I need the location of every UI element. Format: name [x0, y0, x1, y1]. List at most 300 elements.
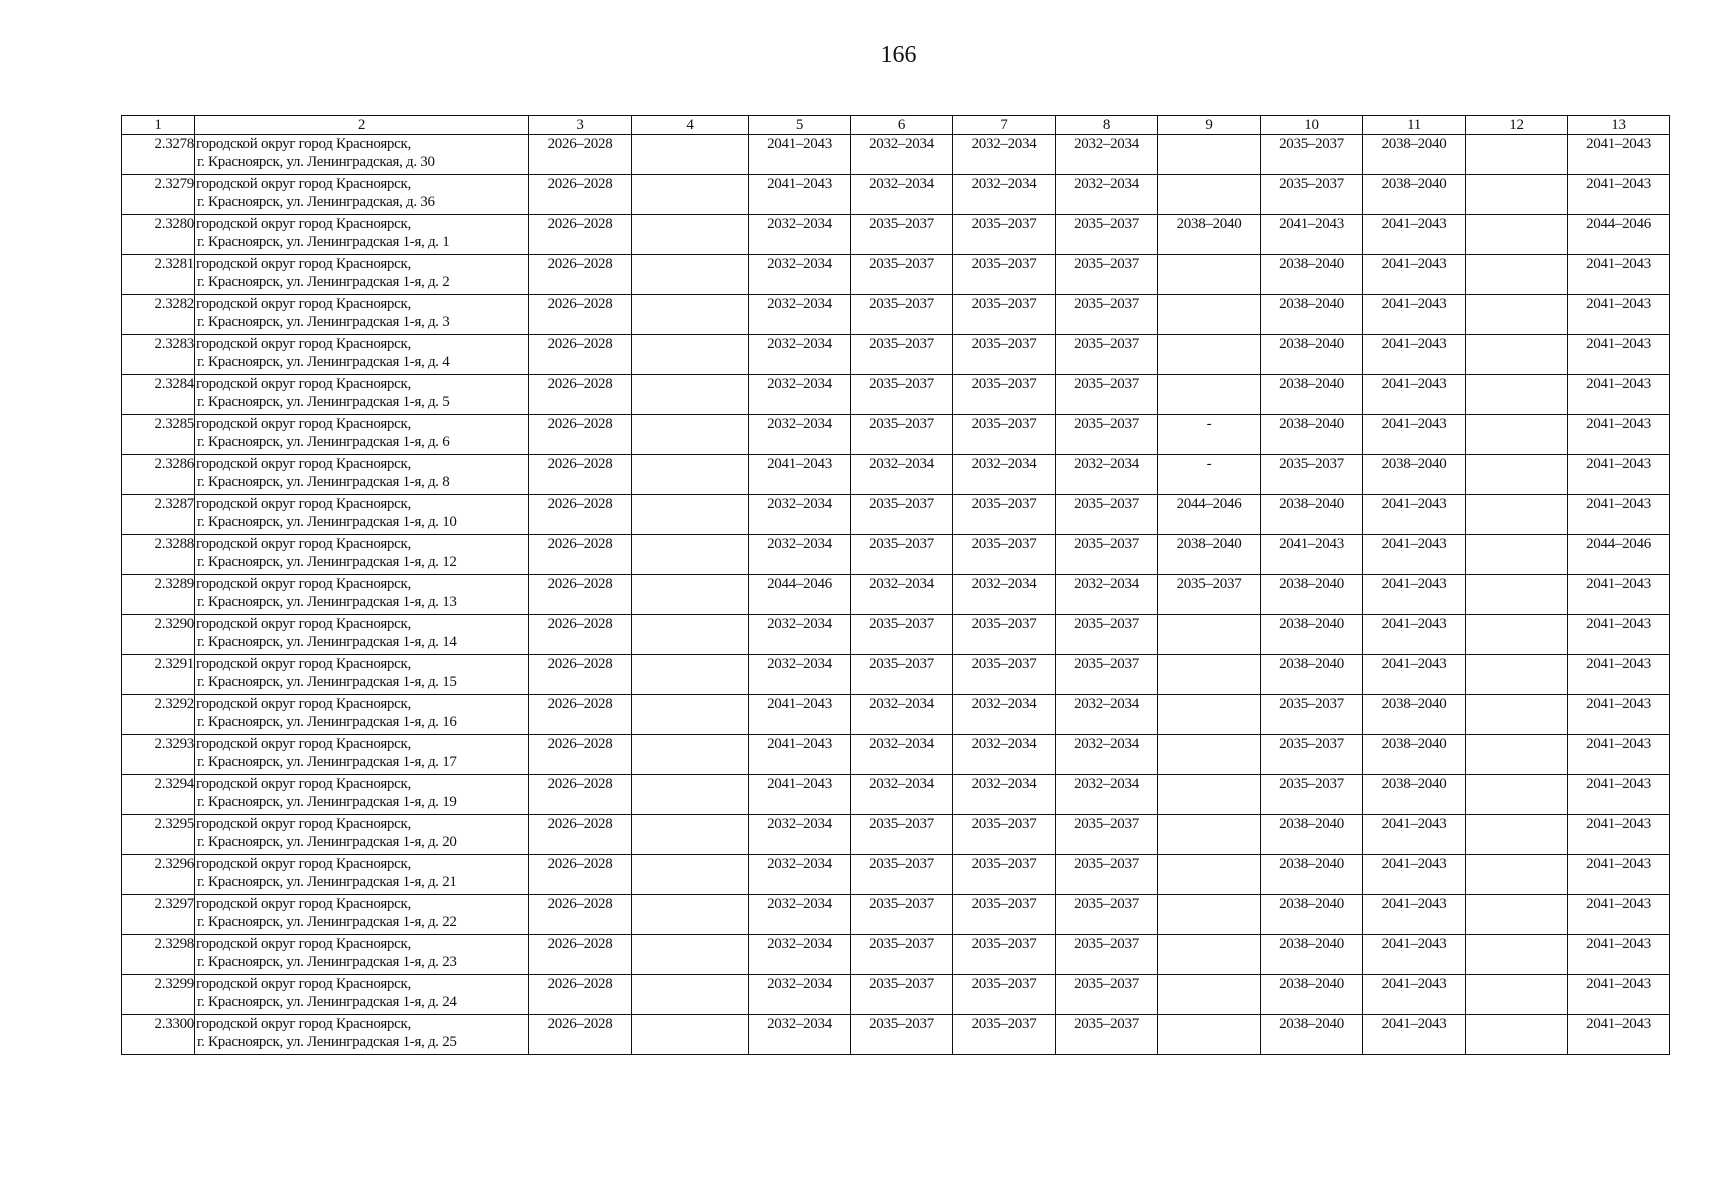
period-cell-9: 2044–2046	[1158, 495, 1261, 535]
period-cell-9	[1158, 615, 1261, 655]
period-cell-11: 2038–2040	[1363, 455, 1466, 495]
period-cell-13: 2041–2043	[1568, 735, 1670, 775]
row-number: 2.3283	[122, 335, 195, 375]
address-cell	[195, 695, 529, 735]
period-cell-3: 2026–2028	[529, 735, 632, 775]
period-cell-11: 2041–2043	[1363, 415, 1466, 455]
address-line-2: г. Красноярск, ул. Ленинградская, д. 36	[197, 194, 435, 210]
period-cell-12	[1466, 615, 1568, 655]
table-row	[122, 375, 1670, 415]
table-row	[122, 215, 1670, 255]
row-number: 2.3299	[122, 975, 195, 1015]
period-cell-13: 2041–2043	[1568, 695, 1670, 735]
table-row	[122, 935, 1670, 975]
address-line-2: г. Красноярск, ул. Ленинградская 1-я, д. 24	[197, 994, 457, 1010]
period-cell-5: 2032–2034	[749, 535, 851, 575]
period-cell-11: 2041–2043	[1363, 935, 1466, 975]
period-cell-7: 2035–2037	[953, 655, 1056, 695]
period-cell-8: 2032–2034	[1056, 575, 1158, 615]
table-row	[122, 815, 1670, 855]
period-cell-11: 2041–2043	[1363, 815, 1466, 855]
period-cell-3: 2026–2028	[529, 615, 632, 655]
period-cell-13: 2041–2043	[1568, 975, 1670, 1015]
period-cell-4	[632, 935, 749, 975]
period-cell-5: 2032–2034	[749, 255, 851, 295]
period-cell-11: 2041–2043	[1363, 1015, 1466, 1055]
address-cell	[195, 255, 529, 295]
period-cell-8: 2035–2037	[1056, 855, 1158, 895]
address-line-2: г. Красноярск, ул. Ленинградская 1-я, д. 15	[197, 674, 457, 690]
table-row	[122, 455, 1670, 495]
period-cell-5: 2032–2034	[749, 615, 851, 655]
period-cell-5: 2032–2034	[749, 375, 851, 415]
period-cell-11: 2041–2043	[1363, 615, 1466, 655]
period-cell-9	[1158, 935, 1261, 975]
period-cell-12	[1466, 135, 1568, 175]
period-cell-11: 2041–2043	[1363, 295, 1466, 335]
period-cell-5: 2041–2043	[749, 455, 851, 495]
period-cell-12	[1466, 895, 1568, 935]
period-cell-6: 2035–2037	[851, 895, 953, 935]
row-number: 2.3290	[122, 615, 195, 655]
row-number: 2.3286	[122, 455, 195, 495]
address-line-1: городской округ город Красноярск,	[196, 656, 411, 672]
period-cell-4	[632, 615, 749, 655]
address-line-2: г. Красноярск, ул. Ленинградская, д. 30	[197, 154, 435, 170]
period-cell-8: 2035–2037	[1056, 935, 1158, 975]
period-cell-12	[1466, 735, 1568, 775]
period-cell-4	[632, 255, 749, 295]
address-cell	[195, 535, 529, 575]
period-cell-3: 2026–2028	[529, 295, 632, 335]
row-number: 2.3296	[122, 855, 195, 895]
address-cell	[195, 455, 529, 495]
period-cell-6: 2035–2037	[851, 855, 953, 895]
period-cell-4	[632, 655, 749, 695]
period-cell-12	[1466, 975, 1568, 1015]
period-cell-7: 2032–2034	[953, 175, 1056, 215]
period-cell-8: 2035–2037	[1056, 255, 1158, 295]
period-cell-4	[632, 775, 749, 815]
address-line-1: городской округ город Красноярск,	[196, 616, 411, 632]
address-cell	[195, 895, 529, 935]
period-cell-13: 2041–2043	[1568, 495, 1670, 535]
period-cell-6: 2032–2034	[851, 175, 953, 215]
row-number: 2.3297	[122, 895, 195, 935]
period-cell-9: -	[1158, 455, 1261, 495]
period-cell-10: 2038–2040	[1261, 335, 1363, 375]
period-cell-9	[1158, 815, 1261, 855]
address-cell	[195, 415, 529, 455]
period-cell-3: 2026–2028	[529, 775, 632, 815]
period-cell-8: 2035–2037	[1056, 655, 1158, 695]
period-cell-10: 2035–2037	[1261, 735, 1363, 775]
period-cell-4	[632, 895, 749, 935]
period-cell-7: 2035–2037	[953, 815, 1056, 855]
period-cell-10: 2035–2037	[1261, 135, 1363, 175]
period-cell-13: 2041–2043	[1568, 895, 1670, 935]
period-cell-11: 2038–2040	[1363, 175, 1466, 215]
address-line-2: г. Красноярск, ул. Ленинградская 1-я, д. 19	[197, 794, 457, 810]
period-cell-7: 2035–2037	[953, 535, 1056, 575]
period-cell-9	[1158, 255, 1261, 295]
period-cell-5: 2032–2034	[749, 895, 851, 935]
address-line-2: г. Красноярск, ул. Ленинградская 1-я, д. 1	[197, 234, 450, 250]
row-number: 2.3280	[122, 215, 195, 255]
period-cell-5: 2032–2034	[749, 815, 851, 855]
period-cell-9: 2035–2037	[1158, 575, 1261, 615]
period-cell-9: 2038–2040	[1158, 535, 1261, 575]
period-cell-11: 2041–2043	[1363, 495, 1466, 535]
period-cell-5: 2032–2034	[749, 495, 851, 535]
address-line-1: городской округ город Красноярск,	[196, 416, 411, 432]
period-cell-11: 2041–2043	[1363, 655, 1466, 695]
period-cell-5: 2032–2034	[749, 655, 851, 695]
table-row	[122, 655, 1670, 695]
period-cell-3: 2026–2028	[529, 215, 632, 255]
period-cell-10: 2041–2043	[1261, 535, 1363, 575]
address-cell	[195, 295, 529, 335]
period-cell-6: 2035–2037	[851, 975, 953, 1015]
period-cell-5: 2041–2043	[749, 695, 851, 735]
row-number: 2.3292	[122, 695, 195, 735]
period-cell-13: 2041–2043	[1568, 455, 1670, 495]
period-cell-5: 2032–2034	[749, 855, 851, 895]
period-cell-4	[632, 175, 749, 215]
table-row	[122, 775, 1670, 815]
period-cell-8: 2035–2037	[1056, 215, 1158, 255]
address-line-1: городской округ город Красноярск,	[196, 376, 411, 392]
address-line-1: городской округ город Красноярск,	[196, 776, 411, 792]
period-cell-8: 2035–2037	[1056, 495, 1158, 535]
period-cell-3: 2026–2028	[529, 375, 632, 415]
period-cell-10: 2035–2037	[1261, 175, 1363, 215]
row-number: 2.3289	[122, 575, 195, 615]
period-cell-6: 2035–2037	[851, 215, 953, 255]
period-cell-4	[632, 1015, 749, 1055]
row-number: 2.3293	[122, 735, 195, 775]
address-line-1: городской округ город Красноярск,	[196, 456, 411, 472]
address-line-2: г. Красноярск, ул. Ленинградская 1-я, д. 20	[197, 834, 457, 850]
period-cell-11: 2041–2043	[1363, 335, 1466, 375]
address-cell	[195, 1015, 529, 1055]
period-cell-8: 2035–2037	[1056, 1015, 1158, 1055]
period-cell-6: 2035–2037	[851, 415, 953, 455]
period-cell-4	[632, 575, 749, 615]
period-cell-4	[632, 975, 749, 1015]
period-cell-7: 2032–2034	[953, 695, 1056, 735]
address-line-2: г. Красноярск, ул. Ленинградская 1-я, д. 10	[197, 514, 457, 530]
table-row	[122, 735, 1670, 775]
address-line-1: городской округ город Красноярск,	[196, 296, 411, 312]
address-line-1: городской округ город Красноярск,	[196, 896, 411, 912]
table-row	[122, 975, 1670, 1015]
period-cell-7: 2035–2037	[953, 295, 1056, 335]
period-cell-9	[1158, 975, 1261, 1015]
period-cell-9	[1158, 855, 1261, 895]
period-cell-5: 2032–2034	[749, 295, 851, 335]
period-cell-12	[1466, 855, 1568, 895]
table-row	[122, 575, 1670, 615]
period-cell-11: 2041–2043	[1363, 895, 1466, 935]
address-line-2: г. Красноярск, ул. Ленинградская 1-я, д. 14	[197, 634, 457, 650]
period-cell-13: 2041–2043	[1568, 575, 1670, 615]
period-cell-12	[1466, 415, 1568, 455]
period-cell-10: 2038–2040	[1261, 975, 1363, 1015]
period-cell-12	[1466, 535, 1568, 575]
period-cell-12	[1466, 175, 1568, 215]
period-cell-13: 2041–2043	[1568, 935, 1670, 975]
address-line-2: г. Красноярск, ул. Ленинградская 1-я, д. 5	[197, 394, 450, 410]
period-cell-5: 2032–2034	[749, 935, 851, 975]
period-cell-10: 2038–2040	[1261, 375, 1363, 415]
period-cell-9	[1158, 695, 1261, 735]
period-cell-12	[1466, 1015, 1568, 1055]
period-cell-3: 2026–2028	[529, 855, 632, 895]
column-header-5: 5	[749, 116, 851, 135]
period-cell-5: 2041–2043	[749, 135, 851, 175]
period-cell-9: 2038–2040	[1158, 215, 1261, 255]
address-line-1: городской округ город Красноярск,	[196, 696, 411, 712]
period-cell-13: 2041–2043	[1568, 655, 1670, 695]
period-cell-12	[1466, 215, 1568, 255]
address-cell	[195, 975, 529, 1015]
period-cell-10: 2035–2037	[1261, 455, 1363, 495]
period-cell-3: 2026–2028	[529, 415, 632, 455]
address-line-1: городской округ город Красноярск,	[196, 216, 411, 232]
period-cell-8: 2032–2034	[1056, 135, 1158, 175]
period-cell-3: 2026–2028	[529, 895, 632, 935]
period-cell-6: 2035–2037	[851, 495, 953, 535]
period-cell-12	[1466, 575, 1568, 615]
address-line-1: городской округ город Красноярск,	[196, 536, 411, 552]
address-line-1: городской округ город Красноярск,	[196, 496, 411, 512]
period-cell-11: 2041–2043	[1363, 535, 1466, 575]
period-cell-3: 2026–2028	[529, 175, 632, 215]
period-cell-6: 2032–2034	[851, 575, 953, 615]
period-cell-10: 2038–2040	[1261, 615, 1363, 655]
period-cell-10: 2038–2040	[1261, 415, 1363, 455]
period-cell-3: 2026–2028	[529, 1015, 632, 1055]
address-cell	[195, 575, 529, 615]
period-cell-4	[632, 335, 749, 375]
address-line-2: г. Красноярск, ул. Ленинградская 1-я, д. 25	[197, 1034, 457, 1050]
period-cell-4	[632, 535, 749, 575]
period-cell-8: 2032–2034	[1056, 455, 1158, 495]
period-cell-8: 2032–2034	[1056, 695, 1158, 735]
period-cell-13: 2041–2043	[1568, 415, 1670, 455]
period-cell-6: 2035–2037	[851, 295, 953, 335]
period-cell-10: 2038–2040	[1261, 895, 1363, 935]
period-cell-5: 2041–2043	[749, 175, 851, 215]
period-cell-12	[1466, 335, 1568, 375]
table-row	[122, 1015, 1670, 1055]
row-number: 2.3295	[122, 815, 195, 855]
column-header-9: 9	[1158, 116, 1261, 135]
address-line-1: городской округ город Красноярск,	[196, 176, 411, 192]
period-cell-8: 2032–2034	[1056, 735, 1158, 775]
address-line-2: г. Красноярск, ул. Ленинградская 1-я, д. 6	[197, 434, 450, 450]
period-cell-6: 2032–2034	[851, 135, 953, 175]
period-cell-8: 2035–2037	[1056, 295, 1158, 335]
period-cell-8: 2035–2037	[1056, 335, 1158, 375]
period-cell-5: 2032–2034	[749, 335, 851, 375]
period-cell-7: 2035–2037	[953, 375, 1056, 415]
period-cell-7: 2035–2037	[953, 975, 1056, 1015]
address-cell	[195, 135, 529, 175]
period-cell-9	[1158, 1015, 1261, 1055]
period-cell-7: 2035–2037	[953, 935, 1056, 975]
period-cell-8: 2035–2037	[1056, 415, 1158, 455]
address-line-2: г. Красноярск, ул. Ленинградская 1-я, д. 17	[197, 754, 457, 770]
table-row	[122, 415, 1670, 455]
period-cell-4	[632, 415, 749, 455]
column-header-3: 3	[529, 116, 632, 135]
address-line-2: г. Красноярск, ул. Ленинградская 1-я, д. 16	[197, 714, 457, 730]
period-cell-6: 2035–2037	[851, 535, 953, 575]
period-cell-12	[1466, 935, 1568, 975]
period-cell-5: 2032–2034	[749, 975, 851, 1015]
row-number: 2.3298	[122, 935, 195, 975]
period-cell-7: 2032–2034	[953, 455, 1056, 495]
period-cell-3: 2026–2028	[529, 455, 632, 495]
period-cell-5: 2041–2043	[749, 735, 851, 775]
period-cell-13: 2044–2046	[1568, 535, 1670, 575]
period-cell-11: 2038–2040	[1363, 775, 1466, 815]
period-cell-4	[632, 135, 749, 175]
period-cell-5: 2032–2034	[749, 215, 851, 255]
period-cell-8: 2032–2034	[1056, 175, 1158, 215]
period-cell-6: 2035–2037	[851, 935, 953, 975]
period-cell-7: 2032–2034	[953, 135, 1056, 175]
period-cell-7: 2032–2034	[953, 775, 1056, 815]
period-cell-6: 2032–2034	[851, 695, 953, 735]
period-cell-12	[1466, 655, 1568, 695]
table-row	[122, 335, 1670, 375]
period-cell-7: 2035–2037	[953, 215, 1056, 255]
period-cell-10: 2038–2040	[1261, 495, 1363, 535]
address-cell	[195, 335, 529, 375]
table-row	[122, 175, 1670, 215]
period-cell-11: 2041–2043	[1363, 575, 1466, 615]
period-cell-13: 2041–2043	[1568, 335, 1670, 375]
table-row	[122, 295, 1670, 335]
period-cell-3: 2026–2028	[529, 335, 632, 375]
period-cell-7: 2035–2037	[953, 495, 1056, 535]
row-number: 2.3278	[122, 135, 195, 175]
period-cell-10: 2035–2037	[1261, 775, 1363, 815]
address-line-2: г. Красноярск, ул. Ленинградская 1-я, д. 8	[197, 474, 450, 490]
row-number: 2.3284	[122, 375, 195, 415]
period-cell-6: 2032–2034	[851, 775, 953, 815]
period-cell-3: 2026–2028	[529, 535, 632, 575]
period-cell-8: 2035–2037	[1056, 895, 1158, 935]
period-cell-12	[1466, 295, 1568, 335]
period-cell-6: 2035–2037	[851, 1015, 953, 1055]
period-cell-13: 2041–2043	[1568, 295, 1670, 335]
table-row	[122, 495, 1670, 535]
address-cell	[195, 775, 529, 815]
period-cell-3: 2026–2028	[529, 255, 632, 295]
address-line-2: г. Красноярск, ул. Ленинградская 1-я, д. 2	[197, 274, 450, 290]
period-cell-6: 2035–2037	[851, 335, 953, 375]
period-cell-9	[1158, 135, 1261, 175]
period-cell-5: 2044–2046	[749, 575, 851, 615]
period-cell-12	[1466, 375, 1568, 415]
period-cell-4	[632, 375, 749, 415]
column-header-13: 13	[1568, 116, 1670, 135]
address-cell	[195, 175, 529, 215]
period-cell-10: 2038–2040	[1261, 815, 1363, 855]
row-number: 2.3288	[122, 535, 195, 575]
address-line-1: городской округ город Красноярск,	[196, 936, 411, 952]
period-cell-4	[632, 295, 749, 335]
column-header-10: 10	[1261, 116, 1363, 135]
period-cell-3: 2026–2028	[529, 655, 632, 695]
period-cell-4	[632, 855, 749, 895]
table-row	[122, 695, 1670, 735]
address-line-2: г. Красноярск, ул. Ленинградская 1-я, д. 13	[197, 594, 457, 610]
row-number: 2.3287	[122, 495, 195, 535]
period-cell-9	[1158, 375, 1261, 415]
period-cell-9	[1158, 735, 1261, 775]
period-cell-10: 2038–2040	[1261, 855, 1363, 895]
period-cell-13: 2044–2046	[1568, 215, 1670, 255]
address-cell	[195, 495, 529, 535]
period-cell-8: 2035–2037	[1056, 975, 1158, 1015]
period-cell-6: 2035–2037	[851, 655, 953, 695]
schedule-table	[121, 115, 1670, 1055]
period-cell-11: 2038–2040	[1363, 735, 1466, 775]
period-cell-4	[632, 215, 749, 255]
address-line-1: городской округ город Красноярск,	[196, 256, 411, 272]
period-cell-8: 2035–2037	[1056, 615, 1158, 655]
period-cell-7: 2035–2037	[953, 895, 1056, 935]
period-cell-5: 2041–2043	[749, 775, 851, 815]
period-cell-3: 2026–2028	[529, 975, 632, 1015]
period-cell-3: 2026–2028	[529, 935, 632, 975]
address-cell	[195, 615, 529, 655]
period-cell-8: 2035–2037	[1056, 535, 1158, 575]
period-cell-12	[1466, 775, 1568, 815]
period-cell-13: 2041–2043	[1568, 615, 1670, 655]
period-cell-6: 2035–2037	[851, 375, 953, 415]
column-header-7: 7	[953, 116, 1056, 135]
period-cell-13: 2041–2043	[1568, 815, 1670, 855]
address-line-2: г. Красноярск, ул. Ленинградская 1-я, д. 12	[197, 554, 457, 570]
period-cell-11: 2038–2040	[1363, 135, 1466, 175]
period-cell-7: 2035–2037	[953, 335, 1056, 375]
address-line-2: г. Красноярск, ул. Ленинградская 1-я, д. 21	[197, 874, 457, 890]
period-cell-8: 2035–2037	[1056, 375, 1158, 415]
period-cell-4	[632, 735, 749, 775]
column-header-6: 6	[851, 116, 953, 135]
page-number: 166	[880, 42, 917, 68]
period-cell-10: 2038–2040	[1261, 1015, 1363, 1055]
address-line-2: г. Красноярск, ул. Ленинградская 1-я, д. 4	[197, 354, 450, 370]
period-cell-5: 2032–2034	[749, 415, 851, 455]
period-cell-10: 2038–2040	[1261, 935, 1363, 975]
period-cell-9: -	[1158, 415, 1261, 455]
row-number: 2.3300	[122, 1015, 195, 1055]
period-cell-10: 2041–2043	[1261, 215, 1363, 255]
address-line-2: г. Красноярск, ул. Ленинградская 1-я, д. 3	[197, 314, 450, 330]
period-cell-8: 2032–2034	[1056, 775, 1158, 815]
address-cell	[195, 655, 529, 695]
period-cell-7: 2035–2037	[953, 415, 1056, 455]
column-header-1: 1	[122, 116, 195, 135]
table-row	[122, 255, 1670, 295]
